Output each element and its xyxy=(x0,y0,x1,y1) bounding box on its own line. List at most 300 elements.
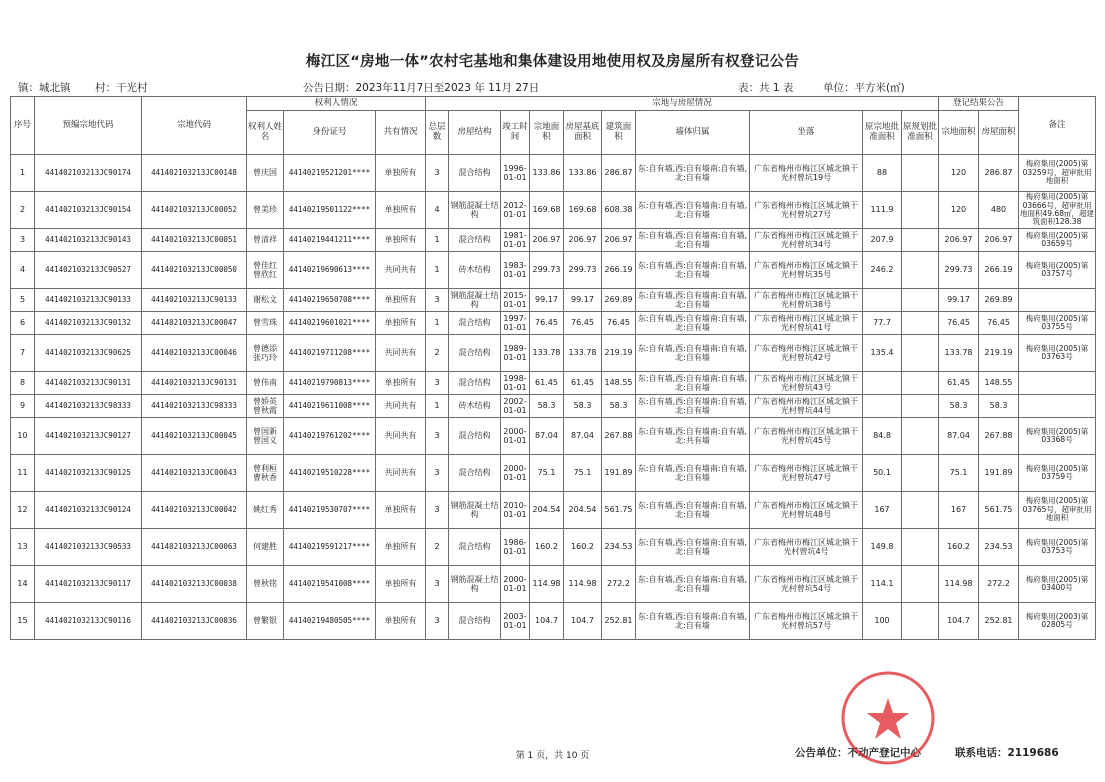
row-code: 441402103213JC00063 xyxy=(142,529,247,566)
row-orig-plan xyxy=(902,372,939,395)
row-structure: 钢筋混凝土结构 xyxy=(449,289,501,312)
row-land-area: 206.97 xyxy=(530,229,564,252)
col-build-area: 建筑面积 xyxy=(602,111,636,155)
table-row xyxy=(11,603,1096,640)
table-row xyxy=(11,372,1096,395)
row-code: 441402103213JC00046 xyxy=(142,335,247,372)
row-base-area: 76.45 xyxy=(564,312,602,335)
col-orig-land: 原宗地批准面积 xyxy=(863,111,902,155)
row-res-house: 561.75 xyxy=(979,492,1019,529)
row-res-house: 480 xyxy=(979,192,1019,229)
row-base-area: 99.17 xyxy=(564,289,602,312)
col-structure: 房屋结构 xyxy=(449,111,501,155)
row-structure: 混合结构 xyxy=(449,418,501,455)
row-remark: 梅府集用(2005)第03757号 xyxy=(1019,252,1096,289)
row-seq: 2 xyxy=(11,192,35,229)
row-wall: 东:自有墙,西:自有墙南:自有墙,北:自有墙 xyxy=(636,192,750,229)
row-location: 广东省梅州市梅江区城北镇干光村曾坑38号 xyxy=(750,289,863,312)
row-holder: 曾佳红 曾欣红 xyxy=(247,252,284,289)
row-res-land: 104.7 xyxy=(939,603,979,640)
row-res-house: 272.2 xyxy=(979,566,1019,603)
row-res-house: 286.87 xyxy=(979,155,1019,192)
row-orig-plan xyxy=(902,155,939,192)
row-id: 44140219530707**** xyxy=(284,492,376,529)
row-share: 共同共有 xyxy=(376,455,426,492)
town-label: 镇：城北镇 xyxy=(18,82,71,94)
row-orig-land: 88 xyxy=(863,155,902,192)
row-seq: 8 xyxy=(11,372,35,395)
table-row xyxy=(11,529,1096,566)
group-rights: 权利人情况 xyxy=(247,97,426,111)
row-land-area: 75.1 xyxy=(530,455,564,492)
row-pre-code: 441402103213JC90527 xyxy=(35,252,142,289)
row-code: 441402103213JC00036 xyxy=(142,603,247,640)
row-location: 广东省梅州市梅江区城北镇干光村曾坑35号 xyxy=(750,252,863,289)
row-share: 共同共有 xyxy=(376,252,426,289)
row-res-house: 266.19 xyxy=(979,252,1019,289)
col-remark: 备注 xyxy=(1019,97,1096,155)
row-share: 单独所有 xyxy=(376,312,426,335)
row-structure: 混合结构 xyxy=(449,229,501,252)
seal-star xyxy=(867,698,909,739)
row-wall: 东:自有墙,西:自有墙南:自有墙,北:自有墙 xyxy=(636,372,750,395)
table-row xyxy=(11,455,1096,492)
row-build-area: 269.89 xyxy=(602,289,636,312)
row-share: 共同共有 xyxy=(376,335,426,372)
announce-date: 公告日期：2023年11月7日至2023 年 11月 27日 xyxy=(303,82,540,94)
table-row xyxy=(11,395,1096,418)
row-land-area: 58.3 xyxy=(530,395,564,418)
row-res-house: 148.55 xyxy=(979,372,1019,395)
row-floors: 2 xyxy=(426,335,449,372)
row-id: 44140219761202**** xyxy=(284,418,376,455)
row-build-area: 148.55 xyxy=(602,372,636,395)
row-land-area: 133.78 xyxy=(530,335,564,372)
row-land-area: 299.73 xyxy=(530,252,564,289)
row-wall: 东:自有墙,西:自有墙南:自有墙,北:自有墙 xyxy=(636,455,750,492)
col-orig-plan: 原规划批准面积 xyxy=(902,111,939,155)
row-base-area: 58.3 xyxy=(564,395,602,418)
row-orig-plan xyxy=(902,192,939,229)
village-label: 村：干光村 xyxy=(95,82,148,94)
row-orig-land xyxy=(863,372,902,395)
row-share: 单独所有 xyxy=(376,192,426,229)
row-code: 441402103213JC00038 xyxy=(142,566,247,603)
col-seq: 序号 xyxy=(11,97,35,155)
row-wall: 东:自有墙,西:自有墙南:自有墙,北:自有墙 xyxy=(636,312,750,335)
row-location: 广东省梅州市梅江区城北镇干光村曾坑44号 xyxy=(750,395,863,418)
row-base-area: 133.86 xyxy=(564,155,602,192)
row-location: 广东省梅州市梅江区城北镇干光村曾坑45号 xyxy=(750,418,863,455)
col-holder: 权利人姓名 xyxy=(247,111,284,155)
row-remark: 梅府集用(2005)第03759号 xyxy=(1019,455,1096,492)
row-wall: 东:自有墙,西:自有墙南:自有墙,北:自有墙 xyxy=(636,603,750,640)
row-remark: 梅府集用(2005)第03765号，超审批用地面积 xyxy=(1019,492,1096,529)
row-base-area: 75.1 xyxy=(564,455,602,492)
row-floors: 3 xyxy=(426,289,449,312)
row-build-area: 267.88 xyxy=(602,418,636,455)
row-id: 44140219480505**** xyxy=(284,603,376,640)
row-orig-plan xyxy=(902,229,939,252)
row-orig-land: 149.8 xyxy=(863,529,902,566)
row-code: 441402103213JC90133 xyxy=(142,289,247,312)
row-structure: 混合结构 xyxy=(449,312,501,335)
row-floors: 3 xyxy=(426,492,449,529)
row-structure: 钢筋混凝土结构 xyxy=(449,492,501,529)
row-year: 2000-01-01 xyxy=(501,566,530,603)
row-year: 1998-01-01 xyxy=(501,372,530,395)
row-orig-plan xyxy=(902,252,939,289)
row-remark xyxy=(1019,289,1096,312)
row-id: 44140219690613**** xyxy=(284,252,376,289)
row-pre-code: 441402103213JC90132 xyxy=(35,312,142,335)
row-code: 441402103213JC00047 xyxy=(142,312,247,335)
row-holder: 曾清祥 xyxy=(247,229,284,252)
row-location: 广东省梅州市梅江区城北镇干光村曾坑47号 xyxy=(750,455,863,492)
row-seq: 13 xyxy=(11,529,35,566)
row-year: 1981-01-01 xyxy=(501,229,530,252)
row-base-area: 114.98 xyxy=(564,566,602,603)
row-pre-code: 441402103213JC90174 xyxy=(35,155,142,192)
row-base-area: 299.73 xyxy=(564,252,602,289)
row-res-land: 206.97 xyxy=(939,229,979,252)
row-res-house: 234.53 xyxy=(979,529,1019,566)
row-id: 44140219650708**** xyxy=(284,289,376,312)
col-code: 宗地代码 xyxy=(142,97,247,155)
row-location: 广东省梅州市梅江区城北镇干光村曾坑43号 xyxy=(750,372,863,395)
page-indicator: 第 1 页，共 10 页 xyxy=(515,751,590,761)
row-pre-code: 441402103213JC98333 xyxy=(35,395,142,418)
row-year: 2015-01-01 xyxy=(501,289,530,312)
row-share: 单独所有 xyxy=(376,529,426,566)
row-land-area: 99.17 xyxy=(530,289,564,312)
row-structure: 混合结构 xyxy=(449,455,501,492)
table-row xyxy=(11,492,1096,529)
row-land-area: 160.2 xyxy=(530,529,564,566)
row-holder: 曾娇英 曾秋霞 xyxy=(247,395,284,418)
row-structure: 混合结构 xyxy=(449,372,501,395)
row-seq: 12 xyxy=(11,492,35,529)
row-res-land: 133.78 xyxy=(939,335,979,372)
row-res-land: 120 xyxy=(939,155,979,192)
row-seq: 14 xyxy=(11,566,35,603)
table-row xyxy=(11,335,1096,372)
row-remark: 梅府集用(2005)第03753号 xyxy=(1019,529,1096,566)
row-code: 441402103213JC00045 xyxy=(142,418,247,455)
row-code: 441402103213JC00050 xyxy=(142,252,247,289)
row-id: 44140219521201**** xyxy=(284,155,376,192)
row-pre-code: 441402103213JC90131 xyxy=(35,372,142,395)
row-floors: 3 xyxy=(426,566,449,603)
row-res-house: 191.89 xyxy=(979,455,1019,492)
row-remark: 梅府集用(2005)第03368号 xyxy=(1019,418,1096,455)
row-structure: 混合结构 xyxy=(449,529,501,566)
col-floors: 总层数 xyxy=(426,111,449,155)
row-res-land: 120 xyxy=(939,192,979,229)
row-id: 44140219541008**** xyxy=(284,566,376,603)
row-land-area: 169.68 xyxy=(530,192,564,229)
official-seal xyxy=(838,668,938,768)
row-remark: 梅府集用(2003)第02805号 xyxy=(1019,603,1096,640)
row-holder: 曾利桓 曹秋香 xyxy=(247,455,284,492)
row-wall: 东:自有墙,西:自有墙南:自有墙,北:共有墙 xyxy=(636,418,750,455)
row-seq: 1 xyxy=(11,155,35,192)
row-year: 1989-01-01 xyxy=(501,335,530,372)
row-base-area: 169.68 xyxy=(564,192,602,229)
row-year: 2003-01-01 xyxy=(501,603,530,640)
col-location: 坐落 xyxy=(750,111,863,155)
row-holder: 曾美珍 xyxy=(247,192,284,229)
table-row xyxy=(11,312,1096,335)
row-floors: 2 xyxy=(426,529,449,566)
row-res-land: 87.04 xyxy=(939,418,979,455)
row-pre-code: 441402103213JC90154 xyxy=(35,192,142,229)
publisher: 公告单位：不动产登记中心 xyxy=(795,747,921,759)
row-orig-land: 246.2 xyxy=(863,252,902,289)
row-res-land: 58.3 xyxy=(939,395,979,418)
col-land-area: 宗地面积 xyxy=(530,111,564,155)
row-wall: 东:自有墙,西:自有墙南:自有墙,北:自有墙 xyxy=(636,155,750,192)
row-land-area: 114.98 xyxy=(530,566,564,603)
row-location: 广东省梅州市梅江区城北镇干光村曾坑4号 xyxy=(750,529,863,566)
row-remark xyxy=(1019,372,1096,395)
row-res-house: 76.45 xyxy=(979,312,1019,335)
row-code: 441402103213JC00042 xyxy=(142,492,247,529)
row-land-area: 104.7 xyxy=(530,603,564,640)
row-share: 单独所有 xyxy=(376,372,426,395)
row-orig-plan xyxy=(902,395,939,418)
row-floors: 1 xyxy=(426,395,449,418)
row-pre-code: 441402103213JC90125 xyxy=(35,455,142,492)
row-code: 441402103213JC90131 xyxy=(142,372,247,395)
row-res-land: 114.98 xyxy=(939,566,979,603)
row-wall: 东:自有墙,西:自有墙南:自有墙,北:自有墙 xyxy=(636,252,750,289)
row-build-area: 608.38 xyxy=(602,192,636,229)
col-share: 共有情况 xyxy=(376,111,426,155)
row-orig-land: 100 xyxy=(863,603,902,640)
row-seq: 3 xyxy=(11,229,35,252)
row-land-area: 61.45 xyxy=(530,372,564,395)
row-orig-land xyxy=(863,289,902,312)
row-floors: 3 xyxy=(426,455,449,492)
row-wall: 东:自有墙,西:自有墙南:自有墙,北:自有墙 xyxy=(636,289,750,312)
row-code: 441402103213JC00051 xyxy=(142,229,247,252)
row-floors: 3 xyxy=(426,603,449,640)
row-share: 单独所有 xyxy=(376,289,426,312)
row-base-area: 206.97 xyxy=(564,229,602,252)
row-holder: 曾德添 张巧玲 xyxy=(247,335,284,372)
table-row xyxy=(11,155,1096,192)
row-base-area: 104.7 xyxy=(564,603,602,640)
row-share: 共同共有 xyxy=(376,418,426,455)
row-remark: 梅府集用(2005)第03659号 xyxy=(1019,229,1096,252)
group-land: 宗地与房屋情况 xyxy=(426,97,939,111)
row-share: 单独所有 xyxy=(376,155,426,192)
row-seq: 5 xyxy=(11,289,35,312)
row-orig-plan xyxy=(902,566,939,603)
row-pre-code: 441402103213JC90127 xyxy=(35,418,142,455)
col-wall: 墙体归属 xyxy=(636,111,750,155)
row-orig-land: 135.4 xyxy=(863,335,902,372)
row-holder: 谢松文 xyxy=(247,289,284,312)
row-location: 广东省梅州市梅江区城北镇干光村曾坑48号 xyxy=(750,492,863,529)
row-build-area: 286.87 xyxy=(602,155,636,192)
row-build-area: 191.89 xyxy=(602,455,636,492)
row-pre-code: 441402103213JC90124 xyxy=(35,492,142,529)
row-remark: 梅府集用(2005)第03666号，超审批用地面积49.68㎡，超建筑面积128.38 xyxy=(1019,192,1096,229)
row-orig-plan xyxy=(902,603,939,640)
row-holder: 曾伟南 xyxy=(247,372,284,395)
row-holder: 曾雪珠 xyxy=(247,312,284,335)
row-build-area: 272.2 xyxy=(602,566,636,603)
row-year: 1986-01-01 xyxy=(501,529,530,566)
row-share: 共同共有 xyxy=(376,395,426,418)
row-orig-land: 84.8 xyxy=(863,418,902,455)
row-code: 441402103213JC00052 xyxy=(142,192,247,229)
col-res-land: 宗地面积 xyxy=(939,111,979,155)
row-id: 44140219441211**** xyxy=(284,229,376,252)
row-res-house: 219.19 xyxy=(979,335,1019,372)
col-base-area: 房屋基底面积 xyxy=(564,111,602,155)
row-code: 441402103213JC98333 xyxy=(142,395,247,418)
table-count: 表：共 1 表 xyxy=(738,82,794,94)
row-orig-land: 77.7 xyxy=(863,312,902,335)
col-id: 身份证号 xyxy=(284,111,376,155)
row-build-area: 76.45 xyxy=(602,312,636,335)
row-orig-plan xyxy=(902,529,939,566)
row-seq: 10 xyxy=(11,418,35,455)
row-res-house: 269.89 xyxy=(979,289,1019,312)
row-res-house: 206.97 xyxy=(979,229,1019,252)
row-pre-code: 441402103213JC90117 xyxy=(35,566,142,603)
row-orig-plan xyxy=(902,312,939,335)
row-holder: 何建胜 xyxy=(247,529,284,566)
row-share: 单独所有 xyxy=(376,603,426,640)
row-remark: 梅府集用(2005)第03400号 xyxy=(1019,566,1096,603)
row-location: 广东省梅州市梅江区城北镇干光村曾坑54号 xyxy=(750,566,863,603)
row-orig-plan xyxy=(902,418,939,455)
table-row xyxy=(11,289,1096,312)
row-holder: 曾繁银 xyxy=(247,603,284,640)
row-remark: 梅府集用(2005)第03755号 xyxy=(1019,312,1096,335)
row-structure: 钢筋混凝土结构 xyxy=(449,566,501,603)
row-holder: 曾庆国 xyxy=(247,155,284,192)
table-row xyxy=(11,229,1096,252)
row-orig-land: 111.9 xyxy=(863,192,902,229)
col-res-house: 房屋面积 xyxy=(979,111,1019,155)
row-build-area: 234.53 xyxy=(602,529,636,566)
row-wall: 东:自有墙,西:自有墙南:自有墙,北:自有墙 xyxy=(636,335,750,372)
row-res-land: 167 xyxy=(939,492,979,529)
row-year: 2000-01-01 xyxy=(501,455,530,492)
row-res-land: 99.17 xyxy=(939,289,979,312)
row-seq: 4 xyxy=(11,252,35,289)
table-row xyxy=(11,192,1096,229)
row-seq: 11 xyxy=(11,455,35,492)
phone: 联系电话：2119686 xyxy=(955,747,1059,759)
row-id: 44140219611008**** xyxy=(284,395,376,418)
row-year: 1996-01-01 xyxy=(501,155,530,192)
row-id: 44140219790813**** xyxy=(284,372,376,395)
row-structure: 砖木结构 xyxy=(449,252,501,289)
row-build-area: 252.81 xyxy=(602,603,636,640)
unit-label: 单位：平方米(㎡) xyxy=(823,82,905,94)
row-floors: 1 xyxy=(426,229,449,252)
row-location: 广东省梅州市梅江区城北镇干光村曾坑42号 xyxy=(750,335,863,372)
row-res-land: 76.45 xyxy=(939,312,979,335)
row-structure: 混合结构 xyxy=(449,155,501,192)
row-id: 44140219510228**** xyxy=(284,455,376,492)
row-wall: 东:自有墙,西:自有墙南:自有墙,北:自有墙 xyxy=(636,566,750,603)
row-remark: 梅府集用(2005)第03259号，超审批用地面积 xyxy=(1019,155,1096,192)
row-location: 广东省梅州市梅江区城北镇干光村曾坑19号 xyxy=(750,155,863,192)
row-build-area: 219.19 xyxy=(602,335,636,372)
row-floors: 3 xyxy=(426,418,449,455)
row-orig-land: 207.9 xyxy=(863,229,902,252)
row-floors: 3 xyxy=(426,155,449,192)
row-base-area: 160.2 xyxy=(564,529,602,566)
row-wall: 东:自有墙,西:自有墙南:自有墙,北:自有墙 xyxy=(636,229,750,252)
row-seq: 9 xyxy=(11,395,35,418)
row-remark xyxy=(1019,395,1096,418)
row-id: 44140219591217**** xyxy=(284,529,376,566)
row-orig-plan xyxy=(902,335,939,372)
row-code: 441402103213JC00043 xyxy=(142,455,247,492)
row-floors: 3 xyxy=(426,372,449,395)
row-orig-plan xyxy=(902,492,939,529)
row-base-area: 87.04 xyxy=(564,418,602,455)
row-land-area: 133.86 xyxy=(530,155,564,192)
row-location: 广东省梅州市梅江区城北镇干光村曾坑41号 xyxy=(750,312,863,335)
row-share: 单独所有 xyxy=(376,566,426,603)
row-pre-code: 441402103213JC90133 xyxy=(35,289,142,312)
row-orig-plan xyxy=(902,455,939,492)
row-holder: 姚红秀 xyxy=(247,492,284,529)
row-res-house: 252.81 xyxy=(979,603,1019,640)
row-base-area: 133.78 xyxy=(564,335,602,372)
row-res-house: 58.3 xyxy=(979,395,1019,418)
row-year: 2010-01-01 xyxy=(501,492,530,529)
row-year: 2002-01-01 xyxy=(501,395,530,418)
row-base-area: 204.54 xyxy=(564,492,602,529)
row-pre-code: 441402103213JC90116 xyxy=(35,603,142,640)
row-floors: 1 xyxy=(426,252,449,289)
row-year: 1983-01-01 xyxy=(501,252,530,289)
row-pre-code: 441402103213JC90533 xyxy=(35,529,142,566)
row-orig-plan xyxy=(902,289,939,312)
table-row xyxy=(11,252,1096,289)
row-orig-land: 167 xyxy=(863,492,902,529)
row-wall: 东:自有墙,西:自有墙南:自有墙,北:自有墙 xyxy=(636,529,750,566)
row-remark: 梅府集用(2005)第03763号 xyxy=(1019,335,1096,372)
row-floors: 4 xyxy=(426,192,449,229)
col-year: 竣工时间 xyxy=(501,111,530,155)
col-pre-code: 预编宗地代码 xyxy=(35,97,142,155)
row-res-house: 267.88 xyxy=(979,418,1019,455)
row-seq: 6 xyxy=(11,312,35,335)
row-structure: 混合结构 xyxy=(449,335,501,372)
row-location: 广东省梅州市梅江区城北镇干光村曾坑34号 xyxy=(750,229,863,252)
row-res-land: 299.73 xyxy=(939,252,979,289)
row-build-area: 561.75 xyxy=(602,492,636,529)
page-title: 梅江区“房地一体”农村宅基地和集体建设用地使用权及房屋所有权登记公告 xyxy=(305,54,800,70)
row-pre-code: 441402103213JC90143 xyxy=(35,229,142,252)
row-orig-land: 50.1 xyxy=(863,455,902,492)
row-id: 44140219601021**** xyxy=(284,312,376,335)
row-year: 1997-01-01 xyxy=(501,312,530,335)
row-res-land: 61.45 xyxy=(939,372,979,395)
row-share: 单独所有 xyxy=(376,492,426,529)
